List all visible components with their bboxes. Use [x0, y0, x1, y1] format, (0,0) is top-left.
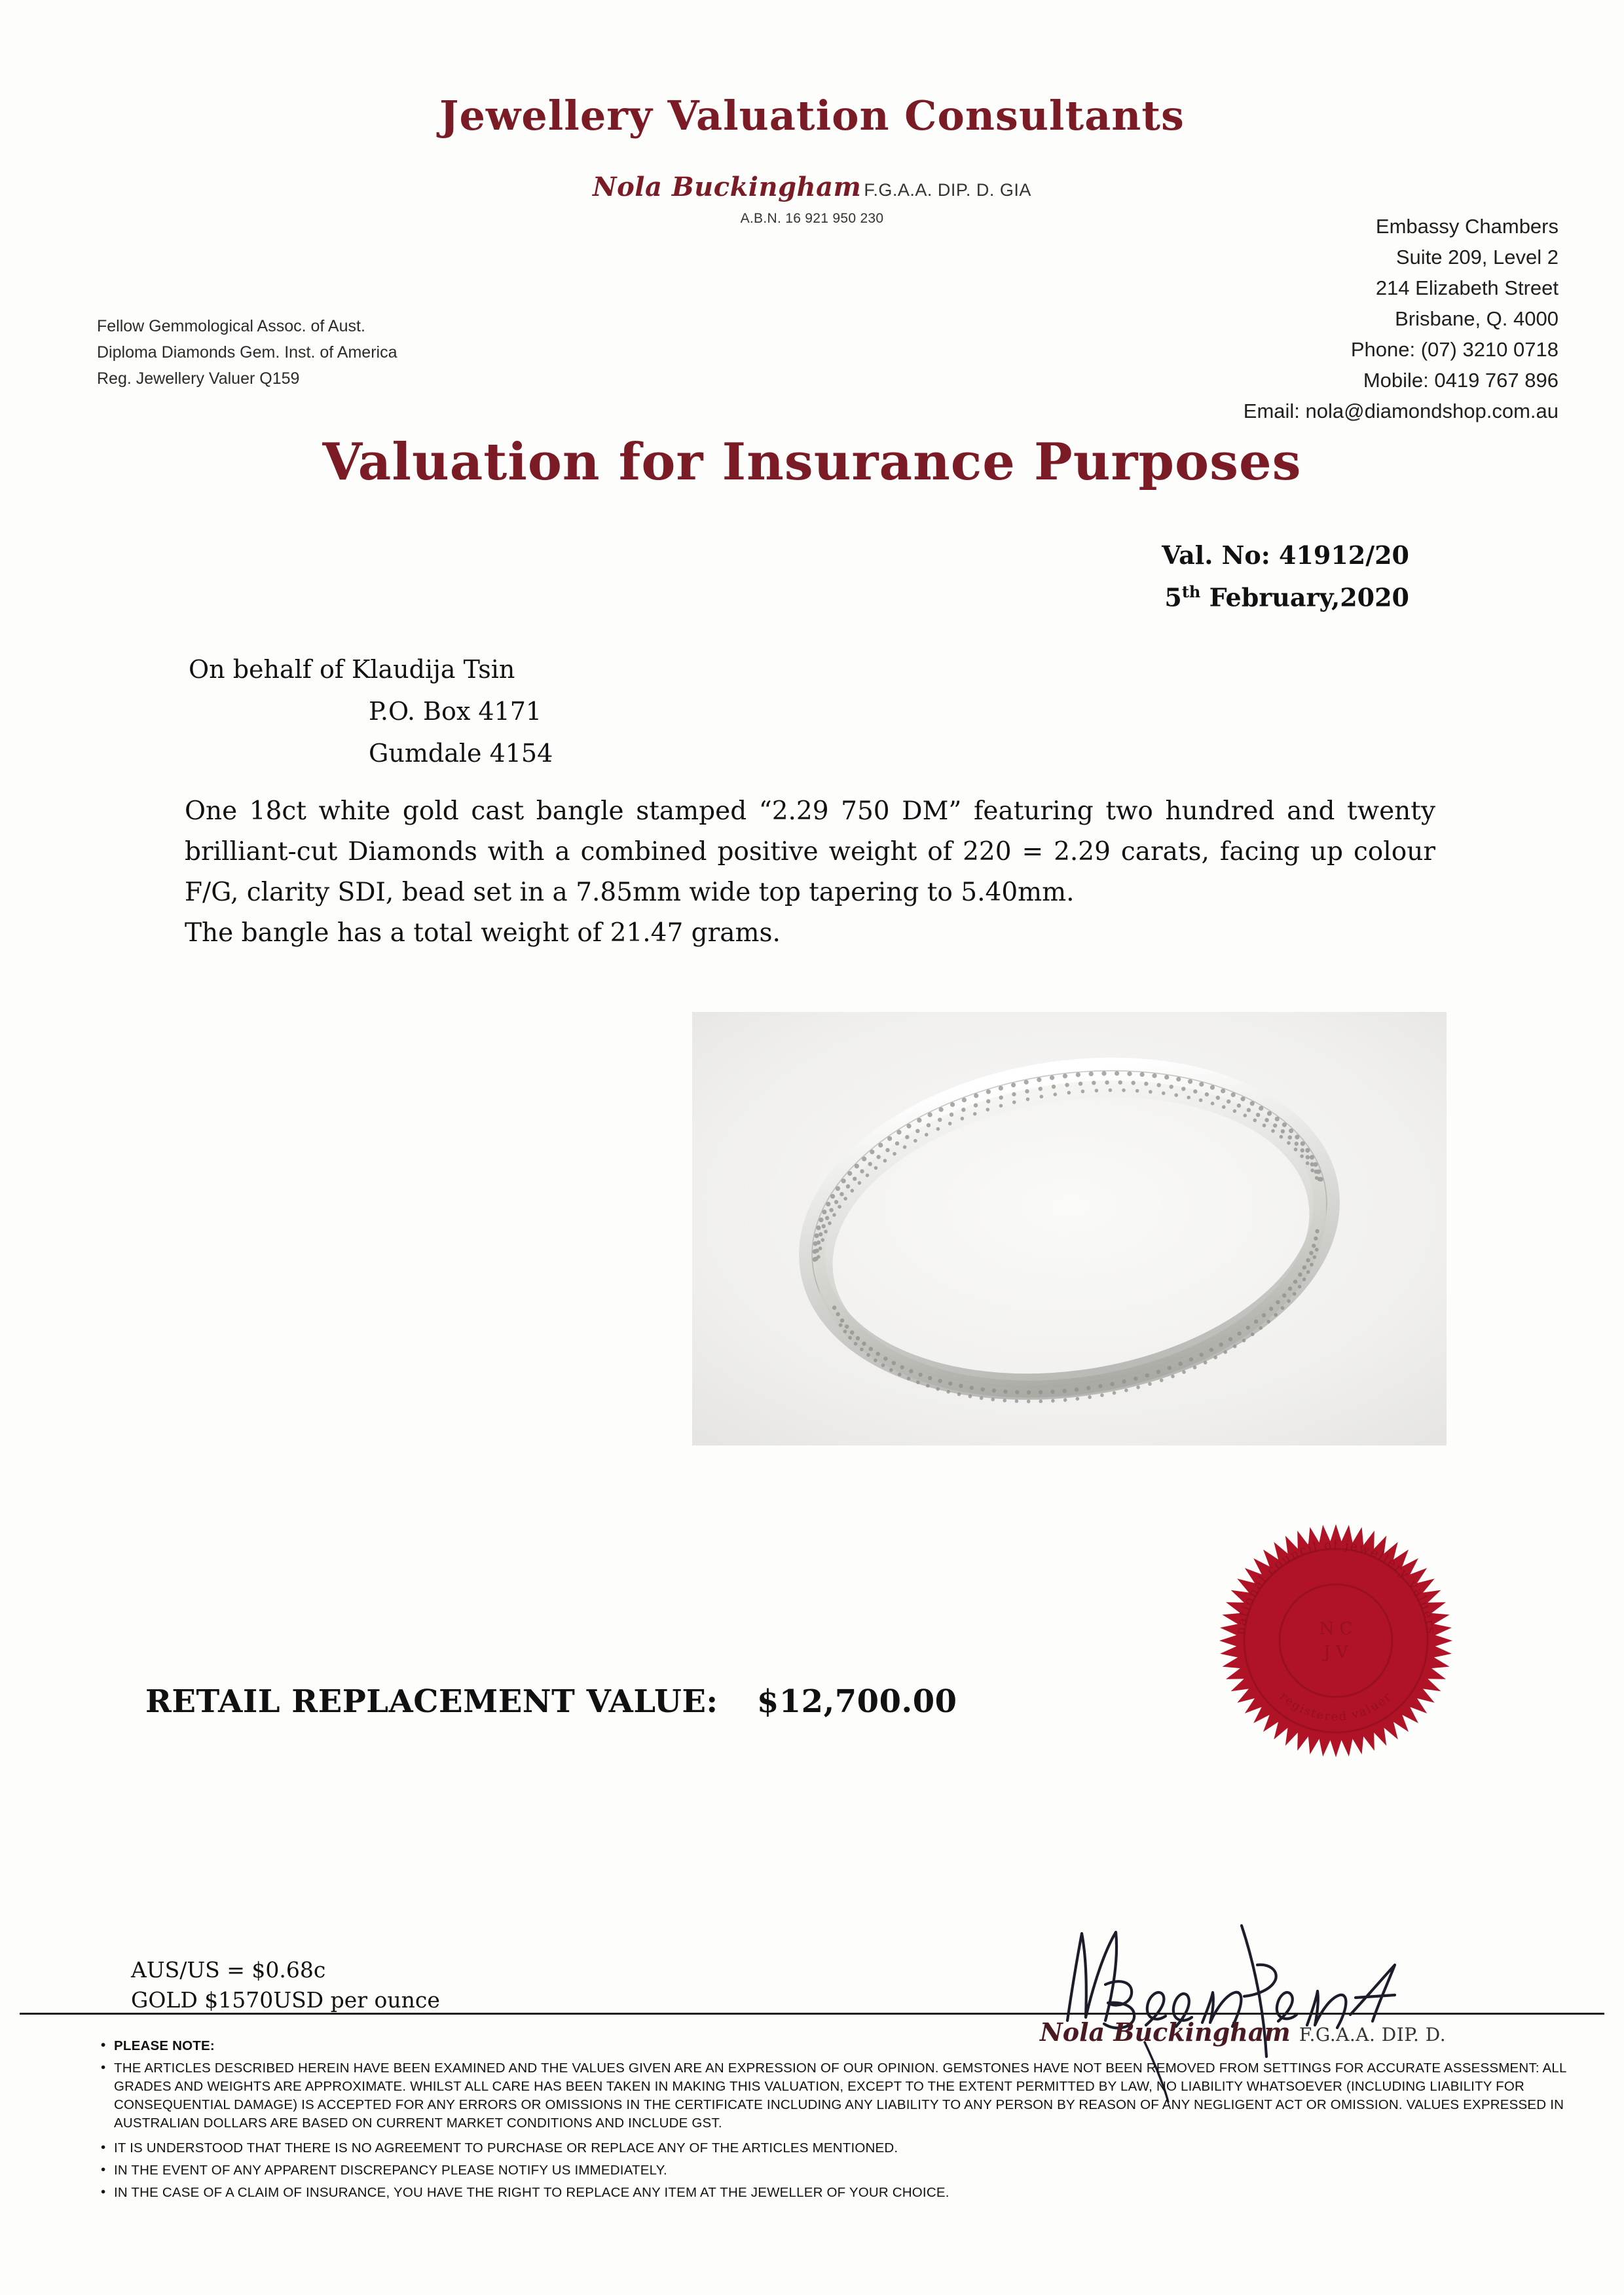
valuer-name: Nola Buckingham	[593, 172, 862, 202]
credential-line-2: Diploma Diamonds Gem. Inst. of America	[97, 343, 397, 362]
seal-center-text-1: N C	[1319, 1619, 1353, 1639]
credentials-block	[97, 313, 397, 392]
valuation-date-line	[1162, 574, 1409, 616]
seal-outer-text: national council of jewellery valuers	[1233, 1537, 1439, 1636]
addressee-block	[189, 648, 553, 774]
valuation-number-line	[1162, 537, 1409, 574]
address-line-1: Embassy Chambers	[1375, 215, 1559, 238]
phone-line: Phone: (07) 3210 0718	[1350, 338, 1559, 361]
valuation-number-value: 41912/20	[1279, 540, 1409, 570]
valuation-date-day: 5	[1164, 582, 1182, 612]
address-line-4: Brisbane, Q. 4000	[1395, 307, 1559, 330]
signature-qualifications: F.G.A.A. DIP. D.	[1299, 2024, 1447, 2045]
footer-notes-list	[98, 2037, 1604, 2202]
valuer-name-line	[0, 172, 1624, 202]
bangle-image	[692, 1012, 1447, 1446]
addressee-line-1: On behalf of Klaudija Tsin	[189, 655, 515, 684]
item-description	[185, 791, 1435, 954]
exchange-rate-block	[131, 1955, 440, 2015]
description-paragraph-1: One 18ct white gold cast bangle stamped “2.29 750 DM” featuring two hundred and twenty brilliant-cut Diamonds with a combined positive weight of 220 = 2.29 carats, facing up colour F/G, clarity SDI, bead set in a 7.85mm wide top tapering to 5.40mm.	[185, 796, 1435, 907]
footer-note-2: • IT IS UNDERSTOOD THAT THERE IS NO AGREEMENT TO PURCHASE OR REPLACE ANY OF THE ARTICLES MENTIONED.	[98, 2139, 1604, 2157]
footer-notes	[98, 2037, 1604, 2206]
description-paragraph-2: The bangle has a total weight of 21.47 grams.	[185, 918, 781, 948]
valuation-number-label: Val. No:	[1162, 540, 1270, 570]
aud-usd-rate: AUS/US = $0.68c	[131, 1957, 326, 1983]
email-line: Email: nola@diamondshop.com.au	[1243, 400, 1559, 422]
company-name: Jewellery Valuation Consultants	[439, 92, 1185, 140]
credential-line-3: Reg. Jewellery Valuer Q159	[97, 369, 300, 388]
credential-line-1: Fellow Gemmological Assoc. of Aust.	[97, 317, 365, 335]
abn-line: A.B.N. 16 921 950 230	[740, 211, 884, 226]
item-photograph	[692, 1012, 1447, 1446]
valuation-number-block	[1162, 537, 1409, 616]
page-title: Valuation for Insurance Purposes	[322, 432, 1302, 492]
valuation-date-rest: February,2020	[1200, 582, 1409, 612]
footer-notes-heading: • PLEASE NOTE:	[98, 2037, 1604, 2055]
value-amount: $12,700.00	[756, 1683, 957, 1720]
address-block	[1244, 211, 1559, 426]
footer-note-3: • IN THE EVENT OF ANY APPARENT DISCREPANCY PLEASE NOTIFY US IMMEDIATELY.	[98, 2161, 1604, 2180]
valuer-qualifications: F.G.A.A. DIP. D. GIA	[864, 180, 1031, 200]
gold-price: GOLD $1570USD per ounce	[131, 1987, 440, 2013]
addressee-line-3: Gumdale 4154	[369, 739, 553, 768]
mobile-line: Mobile: 0419 767 896	[1363, 369, 1559, 392]
address-line-3: 214 Elizabeth Street	[1375, 276, 1559, 299]
seal-center-text-2: J V	[1323, 1643, 1348, 1662]
footer-divider	[20, 2013, 1604, 2015]
signature-name: Nola Buckingham	[1040, 2017, 1291, 2047]
retail-replacement-value	[145, 1683, 957, 1720]
valuation-date-suffix: th	[1181, 582, 1201, 601]
value-label: RETAIL REPLACEMENT VALUE:	[145, 1683, 718, 1720]
addressee-line-2: P.O. Box 4171	[369, 697, 542, 726]
seal-lower-text: registered valuer	[1277, 1689, 1395, 1725]
address-line-2: Suite 209, Level 2	[1395, 246, 1559, 269]
footer-note-1: • THE ARTICLES DESCRIBED HEREIN HAVE BEEN EXAMINED AND THE VALUES GIVEN ARE AN EXPRESSION OF OUR OPINION. GEMSTONES HAVE NOT BEEN REMOVED FROM SETTINGS FOR ACCURATE ASSESSMENT: ALL GRADES AND WEIGHTS ARE APPROXIMATE. WHILST ALL CARE HAS BEEN TAKEN IN MAKING THIS VALUATION, EXCEPT TO THE EXTENT PERMITTED BY LAW, NO LIABILITY WHATSOEVER (INCLUDING LIABILITY FOR CONSEQUENTIAL DAMAGE) IS ACCEPTED FOR ANY ERRORS OR OMISSIONS IN THE CERTIFICATE INCLUDING ANY LIABILITY TO ANY PERSON BY REASON OF ANY NEGLIGENT ACT OR OMISSION. VALUES EXPRESSED IN AUSTRALIAN DOLLARS ARE BASED ON CURRENT MARKET CONDITIONS AND INCLUDE GST.	[98, 2059, 1604, 2133]
valuer-seal	[1198, 1503, 1473, 1778]
footer-note-4: • IN THE CASE OF A CLAIM OF INSURANCE, YOU HAVE THE RIGHT TO REPLACE ANY ITEM AT THE JEWELLER OF YOUR CHOICE.	[98, 2184, 1604, 2202]
